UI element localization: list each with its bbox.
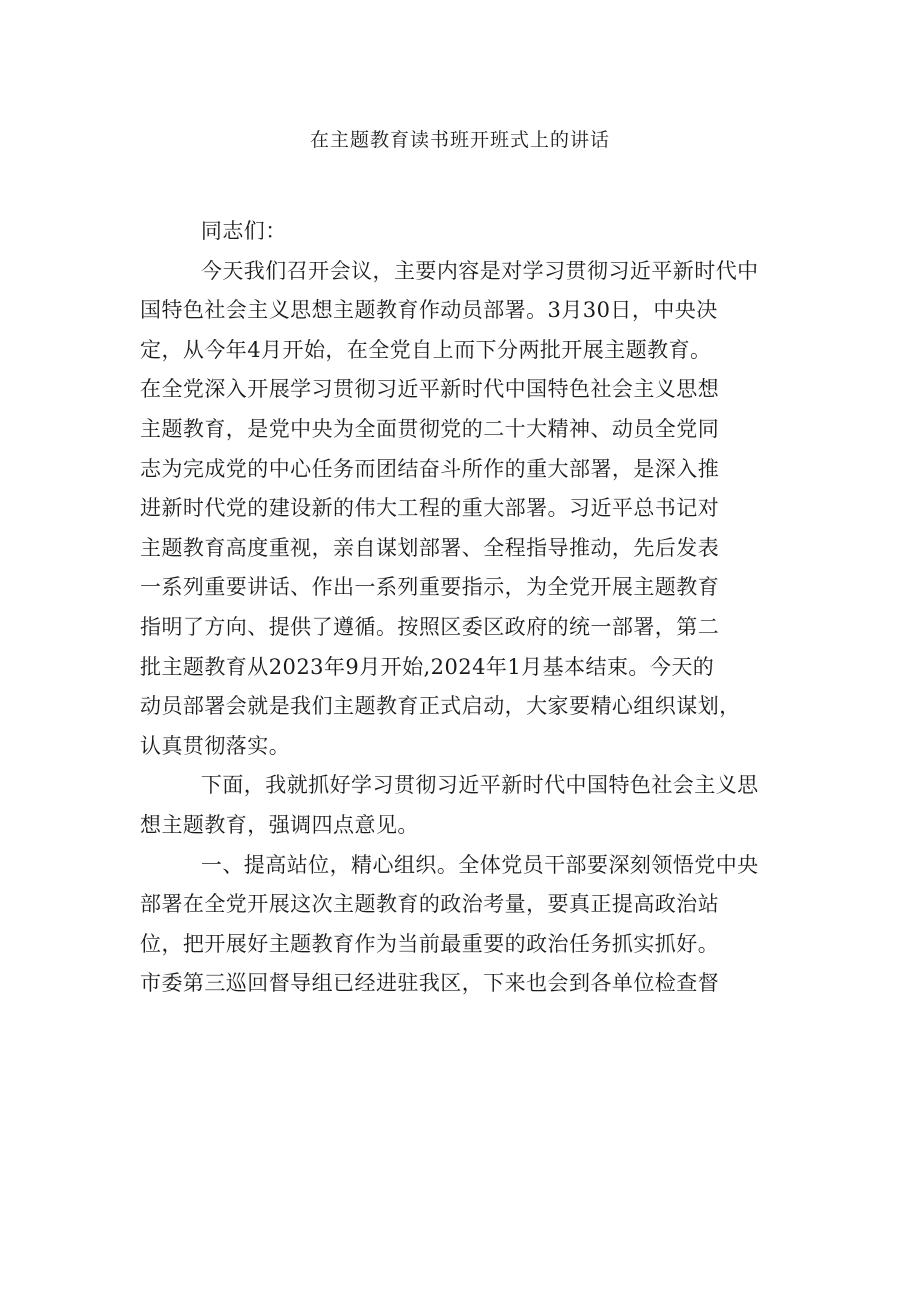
paragraph-1 (140, 252, 780, 767)
text-line: 下面，我就抓好学习贯彻习近平新时代中国特色社会主义思 (200, 773, 759, 798)
text-line: 进新时代党的建设新的伟大工程的重大部署。习近平总书记对 (140, 496, 720, 521)
text-line: 批主题教育从2023年9月开始,2024年1月基本结束。今天的 (140, 654, 715, 679)
paragraph-3 (140, 846, 780, 1004)
text-line: 市委第三巡回督导组已经进驻我区，下来也会到各单位检查督 (140, 971, 720, 996)
text-line: 一、提高站位，精心组织。全体党员干部要深刻领悟党中央 (200, 852, 759, 877)
text-line: 想主题教育，强调四点意见。 (140, 812, 419, 837)
text-line: 主题教育高度重视，亲自谋划部署、全程指导推动，先后发表 (140, 535, 720, 560)
document-body (140, 212, 780, 1004)
text-line: 志为完成党的中心任务而团结奋斗所作的重大部署，是深入推 (140, 456, 720, 481)
text-line: 指明了方向、提供了遵循。按照区委区政府的统一部署，第二 (140, 614, 720, 639)
text-line: 主题教育，是党中央为全面贯彻党的二十大精神、动员全党同 (140, 416, 720, 441)
paragraph-2 (140, 766, 780, 845)
text-line: 认真贯彻落实。 (140, 733, 291, 758)
document-title: 在主题教育读书班开班式上的讲话 (309, 129, 610, 151)
text-line: 部署在全党开展这次主题教育的政治考量，要真正提高政治站 (140, 892, 720, 917)
text-line: 国特色社会主义思想主题教育作动员部署。3月30日，中央决 (140, 298, 718, 323)
salutation: 同志们： (200, 219, 287, 243)
text-line: 位，把开展好主题教育作为当前最重要的政治任务抓实抓好。 (140, 931, 720, 956)
text-line: 定，从今年4月开始，在全党自上而下分两批开展主题教育。 (140, 337, 712, 362)
text-line: 一系列重要讲话、作出一系列重要指示，为全党开展主题教育 (140, 575, 720, 600)
text-line: 在全党深入开展学习贯彻习近平新时代中国特色社会主义思想 (140, 377, 720, 402)
text-line: 动员部署会就是我们主题教育正式启动，大家要精心组织谋划， (140, 694, 741, 719)
text-line: 今天我们召开会议，主要内容是对学习贯彻习近平新时代中 (200, 258, 759, 283)
